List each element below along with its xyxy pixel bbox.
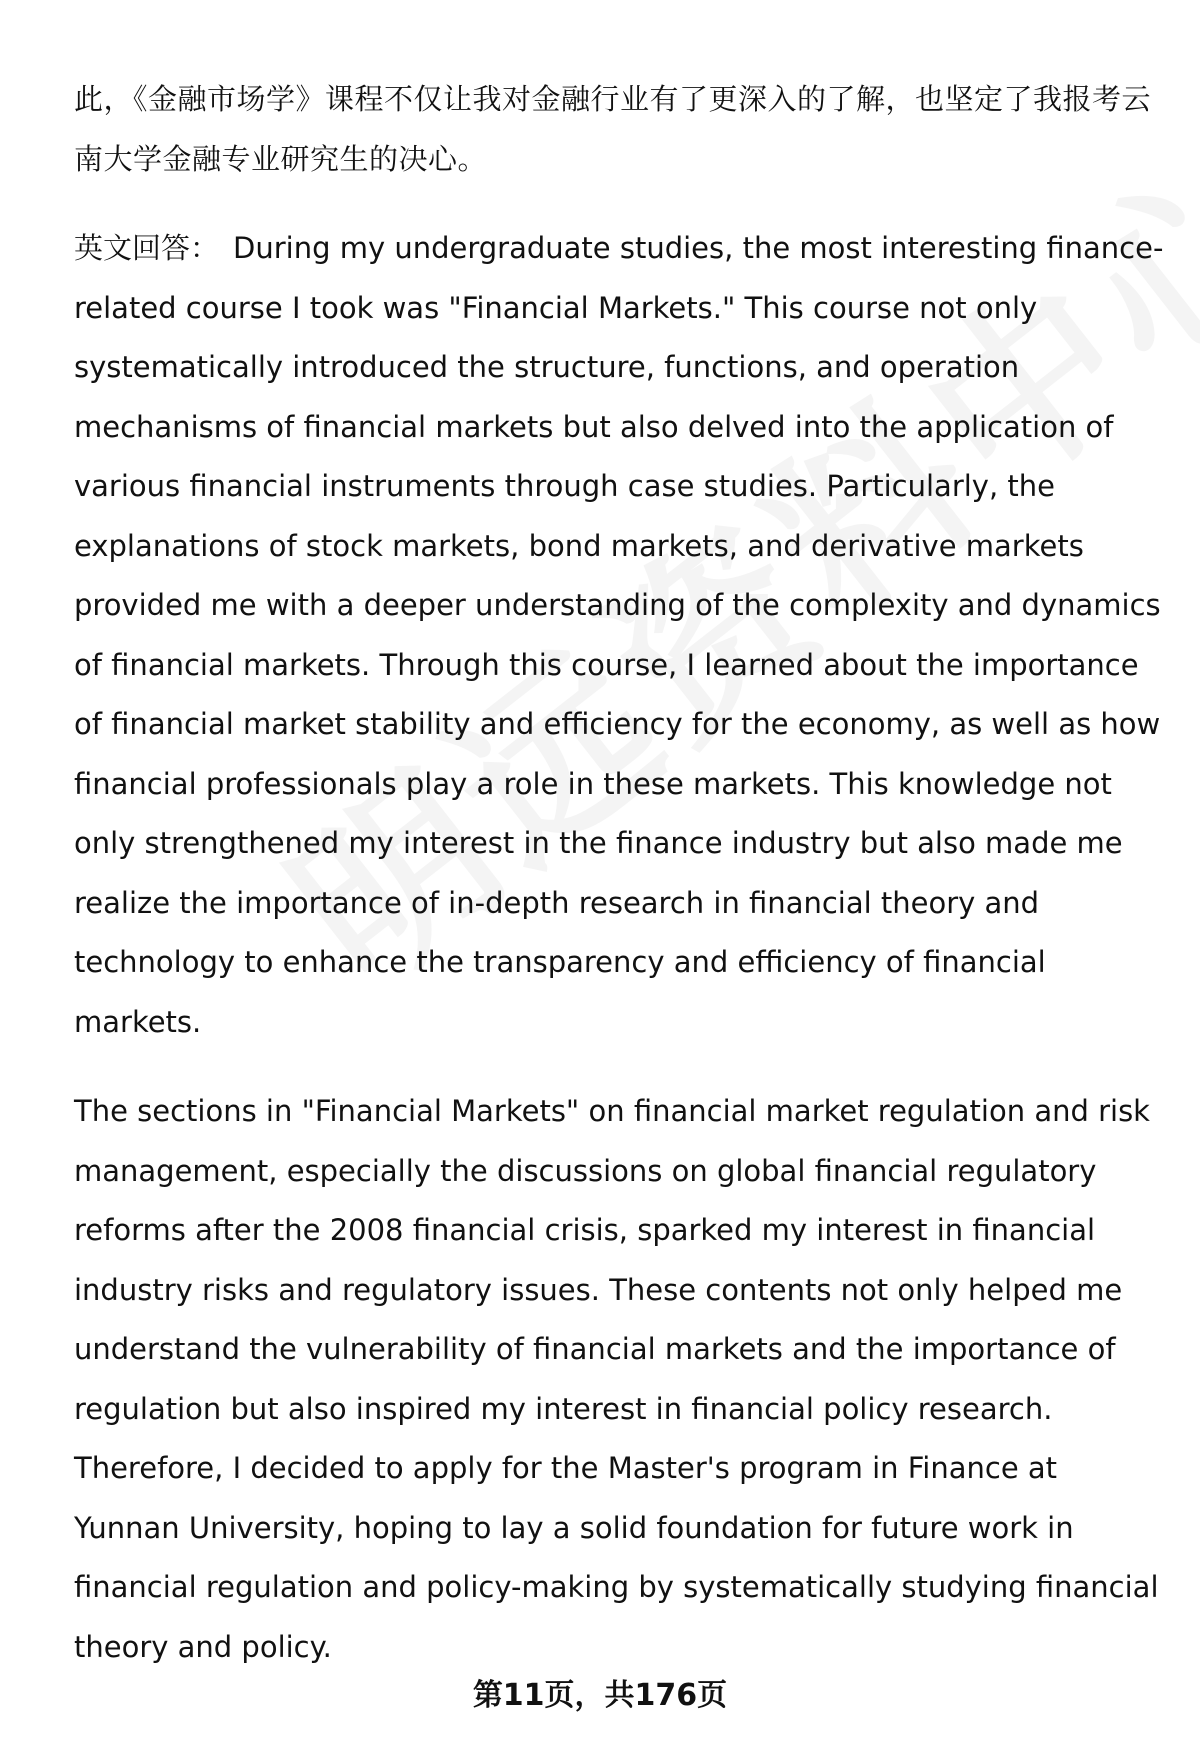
english-answer-paragraph-1 <box>74 219 1164 1052</box>
english-answer-text-1: During my undergraduate studies, the most interesting finance-related course I took was "Financial Markets." This course not only systematically introduced the structure, functions, and operation mechanisms of financial markets but also delved into the application of various financial instruments through case studies. Particularly, the explanations of stock markets, bond markets, and derivative markets provided me with a deeper understanding of the complexity and dynamics of financial markets. Through this course, I learned about the importance of financial market stability and efficiency for the economy, as well as how financial professionals play a role in these markets. This knowledge not only strengthened my interest in the finance industry but also made me realize the importance of in-depth research in financial theory and technology to enhance the transparency and efficiency of financial markets. <box>74 231 1164 1039</box>
chinese-paragraph: 此，《金融市场学》课程不仅让我对金融行业有了更深入的了解，也坚定了我报考云南大学金融专业研究生的决心。 <box>74 82 1152 176</box>
english-answer-paragraph-2: The sections in "Financial Markets" on financial market regulation and risk management, especially the discussions on global financial regulatory reforms after the 2008 financial crisis, sparked my interest in financial industry risks and regulatory issues. These contents not only helped me understand the vulnerability of financial markets and the importance of regulation but also inspired my interest in financial policy research. Therefore, I decided to apply for the Master's program in Finance at Yunnan University, hoping to lay a solid foundation for future work in financial regulation and policy-making by systematically studying financial theory and policy. <box>74 1094 1159 1664</box>
document-body <box>74 70 1164 1677</box>
english-answer-label: 英文回答： <box>74 231 220 265</box>
page-number-footer: 第11页，共176页 <box>472 1678 728 1713</box>
